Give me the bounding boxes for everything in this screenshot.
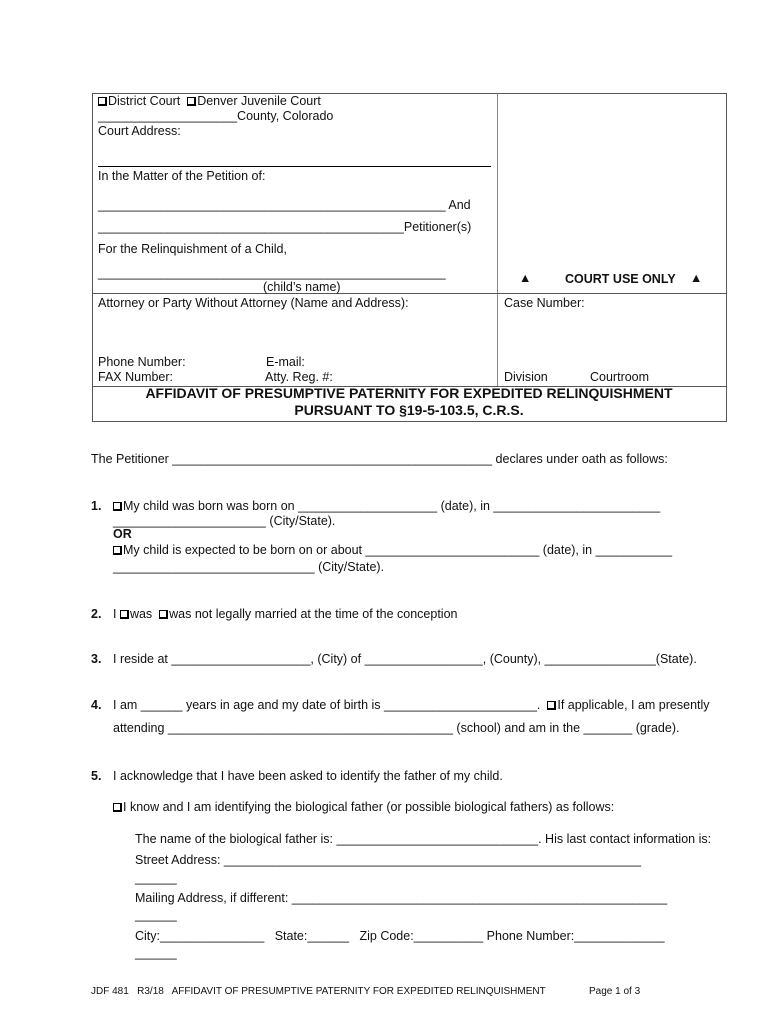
street-address-line: Street Address: ____________________________________________________________ bbox=[135, 853, 642, 867]
denver-juvenile-checkbox[interactable] bbox=[187, 97, 196, 106]
identify-father-checkbox[interactable] bbox=[113, 803, 122, 812]
was-not-label: was not legally married at the time of the conception bbox=[169, 607, 458, 621]
item-1-expected: My child is expected to be born on or about _________________________ (date), in ___________ bbox=[123, 543, 673, 557]
city-continuation: ______ bbox=[135, 946, 177, 960]
email-label: E-mail: bbox=[266, 355, 305, 369]
atty-reg-label: Atty. Reg. #: bbox=[265, 370, 333, 384]
caption-divider bbox=[497, 93, 498, 387]
item-5-acknowledge: I acknowledge that I have been asked to identify the father of my child. bbox=[113, 769, 503, 783]
case-number-label: Case Number: bbox=[504, 296, 585, 310]
born-checkbox[interactable] bbox=[113, 502, 122, 511]
father-name-line: The name of the biological father is: _____________________________. His last contact information is: bbox=[135, 832, 712, 846]
county-line: ____________________County, Colorado bbox=[98, 109, 334, 123]
was-married-checkbox[interactable] bbox=[120, 610, 129, 619]
item-4-school: attending _________________________________________ (school) and am in the _______ (grade). bbox=[113, 721, 680, 735]
item-1-city: ______________________ (City/State). bbox=[113, 514, 336, 528]
division-label: Division bbox=[504, 370, 548, 384]
item-number: 1. bbox=[91, 499, 102, 513]
court-address-label: Court Address: bbox=[98, 124, 181, 138]
child-name-label: (child’s name) bbox=[263, 280, 341, 294]
document-title: AFFIDAVIT OF PRESUMPTIVE PATERNITY FOR EXPEDITED RELINQUISHMENT bbox=[145, 385, 673, 401]
if-applicable-checkbox[interactable] bbox=[547, 701, 556, 710]
was-label: was bbox=[129, 607, 160, 621]
item-4-applicable: If applicable, I am presently bbox=[557, 698, 710, 712]
or-label: OR bbox=[113, 527, 132, 541]
petitioner-declaration: The Petitioner ______________________________________________ declares under oath as follows: bbox=[91, 452, 668, 466]
petitioners-line: ____________________________________________Petitioner(s) bbox=[98, 220, 472, 234]
district-court-label: District Court bbox=[108, 94, 181, 108]
item-3-residence: I reside at ____________________, (City) of _________________, (County), ________________(State). bbox=[113, 652, 697, 666]
child-name-line: __________________________________________________ bbox=[98, 266, 446, 280]
expected-checkbox[interactable] bbox=[113, 546, 122, 555]
item-number: 2. bbox=[91, 607, 102, 621]
footer-page-number: Page 1 of 3 bbox=[589, 986, 641, 997]
street-address-continuation: ______ bbox=[135, 871, 177, 885]
item-1-city-2: _____________________________ (City/State). bbox=[113, 560, 385, 574]
item-4-age: I am ______ years in age and my date of birth is ______________________. bbox=[113, 698, 548, 712]
matter-label: In the Matter of the Petition of: bbox=[98, 169, 266, 183]
item-number: 5. bbox=[91, 769, 102, 783]
petitioner-and-line: __________________________________________________ And bbox=[98, 198, 471, 212]
was-not-married-checkbox[interactable] bbox=[159, 610, 168, 619]
mailing-address-line: Mailing Address, if different: ______________________________________________________ bbox=[135, 891, 668, 905]
relinquishment-label: For the Relinquishment of a Child, bbox=[98, 242, 287, 256]
court-address-line bbox=[98, 166, 491, 167]
item-1-born: My child was born was born on ____________________ (date), in ________________________ bbox=[123, 499, 661, 513]
triangle-left-icon: ▲ bbox=[519, 271, 532, 285]
attorney-label: Attorney or Party Without Attorney (Name and Address): bbox=[98, 296, 409, 310]
court-use-only: COURT USE ONLY bbox=[565, 272, 676, 286]
fax-label: FAX Number: bbox=[98, 370, 174, 384]
city-state-zip-line: City:_______________ State:______ Zip Code:__________ Phone Number:_____________ bbox=[135, 929, 665, 943]
identify-father-label: I know and I am identifying the biological father (or possible biological fathers) as follows: bbox=[123, 800, 615, 814]
denver-juvenile-label: Denver Juvenile Court bbox=[197, 94, 321, 108]
item-2-label: I bbox=[113, 607, 120, 621]
item-number: 4. bbox=[91, 698, 102, 712]
item-number: 3. bbox=[91, 652, 102, 666]
document-subtitle: PURSUANT TO §19-5-103.5, C.R.S. bbox=[294, 402, 524, 418]
caption-divider-h1 bbox=[92, 293, 726, 294]
court-selection bbox=[98, 94, 321, 109]
courtroom-label: Courtroom bbox=[590, 370, 650, 384]
district-court-checkbox[interactable] bbox=[98, 97, 107, 106]
triangle-right-icon: ▲ bbox=[690, 271, 703, 285]
mailing-address-continuation: ______ bbox=[135, 908, 177, 922]
footer-form-id: JDF 481 R3/18 AFFIDAVIT OF PRESUMPTIVE PATERNITY FOR EXPEDITED RELINQUISHMENT bbox=[91, 986, 546, 997]
phone-label: Phone Number: bbox=[98, 355, 186, 369]
